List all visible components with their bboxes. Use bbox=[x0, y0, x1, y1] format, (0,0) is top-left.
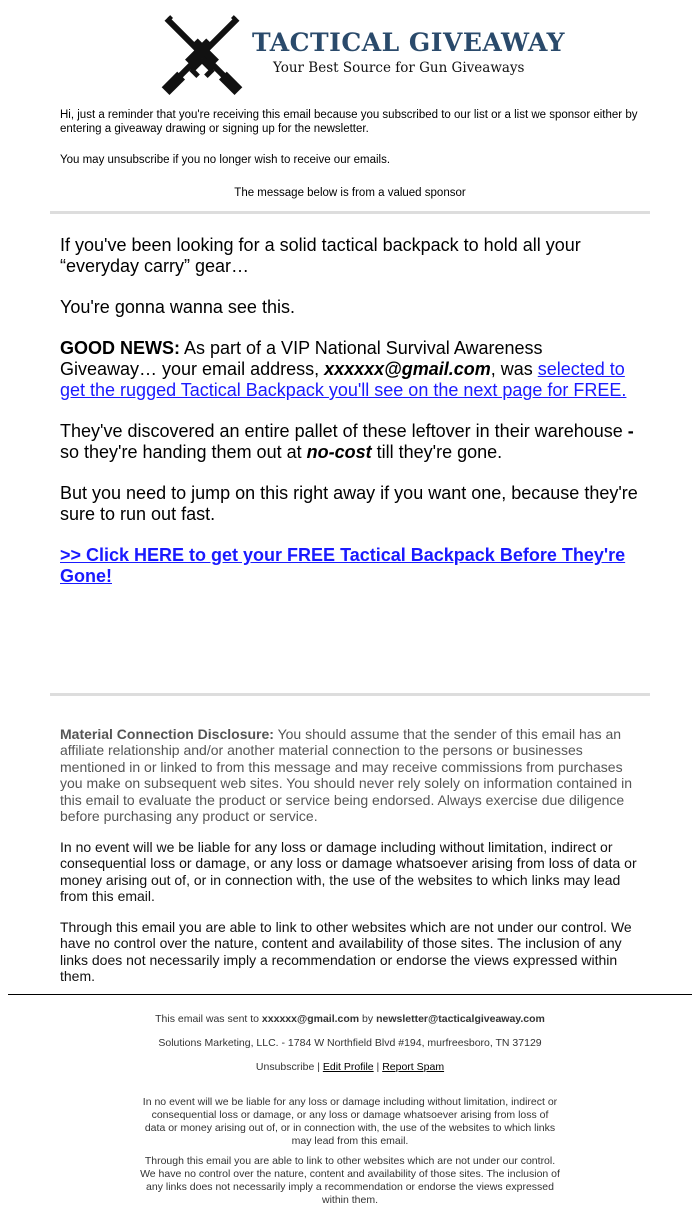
footer-external-links: Through this email you are able to link to other websites which are not under our control. We have no control over the nature, content and availability of those sites. The inclusion of any links does not necessarily imply a recommendation or endorse the views expressed within them. bbox=[140, 1155, 560, 1206]
message-paragraph-2 bbox=[60, 297, 644, 318]
brand-title: TACTICAL GIVEAWAY bbox=[252, 28, 566, 57]
message-p5: But you need to jump on this right away if you want one, because they're sure to run out fast. bbox=[60, 483, 638, 524]
report-spam-link[interactable]: Report Spam bbox=[382, 1061, 445, 1073]
pallet-text-b: so they're handing them out at bbox=[60, 442, 307, 462]
footer-liability: In no event will we be liable for any loss or damage including without limitation, indirect or consequential loss or damage, or any loss or damage whatsoever arising from loss of data or money arising out of, or in connection with, the use of the websites to which links may lead from this email. bbox=[142, 1096, 558, 1147]
sponsor-note: The message below is from a valued sponsor bbox=[234, 187, 466, 199]
selected-link[interactable]: selected to get the rugged Tactical Backpack you'll see on the next page for FREE. bbox=[60, 359, 627, 400]
edit-profile-link[interactable]: Edit Profile bbox=[322, 1061, 374, 1073]
good-news-label: GOOD NEWS: bbox=[60, 338, 180, 358]
footer-separator: | bbox=[314, 1061, 323, 1073]
external-links-paragraph: Through this email you are able to link to other websites which are not under our control. We have no control over the nature, content and availability of those sites. The inclusion of any links does not necessarily imply a recommendation or endorse the views expressed within them. bbox=[60, 919, 632, 985]
footer-divider bbox=[8, 994, 692, 995]
crossed-rifles-icon bbox=[152, 8, 252, 100]
reminder-text: Hi, just a reminder that you're receiving this email because you subscribed to our list or a list we sponsor either by entering a giveaway drawing or signing up for the newsletter. bbox=[60, 109, 638, 135]
footer-sent-line bbox=[140, 1013, 560, 1026]
logo[interactable] bbox=[152, 8, 566, 100]
good-news-text: As part of a VIP National Survival Awareness Giveaway… your email address, bbox=[60, 338, 543, 379]
recipient-email: xxxxxx@gmail.com bbox=[324, 359, 491, 379]
sent-to-email: xxxxxx@gmail.com bbox=[261, 1013, 360, 1025]
sender-email: newsletter@tacticalgiveaway.com bbox=[376, 1013, 545, 1025]
cta-link[interactable]: >> Click HERE to get your FREE Tactical Backpack Before They're Gone! bbox=[60, 545, 626, 586]
brand-tagline: Your Best Source for Gun Giveaways bbox=[273, 60, 525, 76]
footer-separator: | bbox=[373, 1061, 383, 1073]
disclosure-label: Material Connection Disclosure: bbox=[60, 726, 274, 742]
urgency-paragraph bbox=[60, 483, 644, 525]
cta-paragraph bbox=[60, 545, 644, 587]
sent-by: by bbox=[359, 1013, 377, 1025]
top-divider bbox=[50, 211, 650, 214]
sent-prefix: This email was sent to bbox=[155, 1013, 262, 1025]
bottom-divider bbox=[50, 693, 650, 696]
no-cost-text: no-cost bbox=[306, 442, 372, 462]
unsubscribe-link[interactable]: Unsubscribe bbox=[255, 1061, 315, 1073]
footer-links bbox=[140, 1061, 560, 1074]
footer-address: Solutions Marketing, LLC. - 1784 W Northfield Blvd #194, murfreesboro, TN 37129 bbox=[158, 1037, 542, 1049]
good-news-paragraph bbox=[60, 338, 644, 401]
disclosure-paragraph bbox=[60, 726, 644, 824]
message-paragraph-1 bbox=[60, 235, 644, 277]
liability-paragraph: In no event will we be liable for any loss or damage including without limitation, indirect or consequential loss or damage, or any loss or damage whatsoever arising from loss of data or money arising out of, or in connection with, the use of the websites to which links may lead from this email. bbox=[60, 839, 637, 905]
pallet-paragraph bbox=[60, 421, 644, 463]
disclosure-text: You should assume that the sender of this email has an affiliate relationship and/or another material connection to the persons or businesses mentioned in or linked to from this message and may receive commissions from purchases you make on subsequent web sites. You should never rely solely on information contained in this email to evaluate the product or service being endorsed. Always exercise due diligence before purchasing any product or service. bbox=[60, 726, 633, 825]
message-p1: If you've been looking for a solid tactical backpack to hold all your “everyday carry” gear… bbox=[60, 235, 581, 276]
was-text: , was bbox=[490, 359, 538, 379]
pallet-dash: - bbox=[627, 421, 634, 441]
pallet-text-a: They've discovered an entire pallet of these leftover in their warehouse bbox=[60, 421, 628, 441]
unsubscribe-note: You may unsubscribe if you no longer wish to receive our emails. bbox=[60, 154, 391, 166]
message-p2: You're gonna wanna see this. bbox=[60, 297, 295, 317]
pallet-text-c: till they're gone. bbox=[371, 442, 503, 462]
